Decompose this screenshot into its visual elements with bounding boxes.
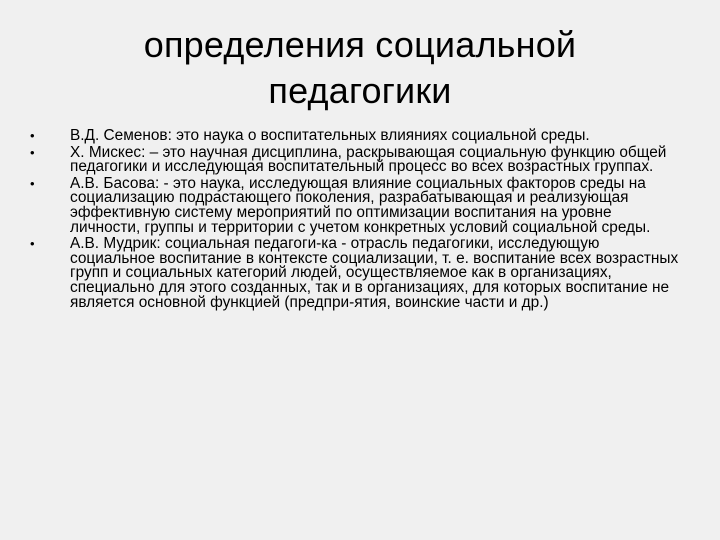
bullet-icon: • — [30, 175, 35, 191]
bullet-item-semenov — [30, 129, 680, 144]
bullet-text: В.Д. Семенов: это наука о воспитательных влияниях социальной среды. — [70, 127, 590, 144]
bullet-item-miskes — [30, 143, 680, 176]
bullet-item-basova — [30, 174, 680, 236]
bullet-text: А.В. Басова: - это наука, исследующая влияние социальных факторов среды на социализацию подрастающего поколения, разрабатывающая и реализующая эффективную систему мероприятий по оптимизации воспитания на уровне личности, группы и территории с учетом конкретных условий социальной среды. — [70, 174, 651, 236]
slide-title — [40, 22, 680, 114]
bullet-item-mudrik — [30, 237, 680, 310]
bullet-icon: • — [30, 144, 35, 160]
bullet-icon: • — [30, 236, 35, 252]
bullet-list — [30, 129, 680, 312]
slide-title-line-2: педагогики — [268, 70, 452, 111]
bullet-icon: • — [30, 128, 35, 143]
bullet-text: А.В. Мудрик: социальная педагоги-ка - отрасль педагогики, исследующую социальное воспитание в контексте социализации, т. е. воспитание всех возрастных групп и социальных категорий людей, осуществляемое как в организациях, специально для этого созданных, так и в организациях, для которых воспитание не является основной функцией (предпри-ятия, воинские части и др.) — [70, 235, 679, 311]
bullet-text: Х. Мискес: – это научная дисциплина, раскрывающая социальную функцию общей педагогики и исследующая воспитательный процесс во всех возрастных группах. — [70, 143, 667, 176]
slide-title-line-1: определения социальной — [143, 24, 577, 65]
